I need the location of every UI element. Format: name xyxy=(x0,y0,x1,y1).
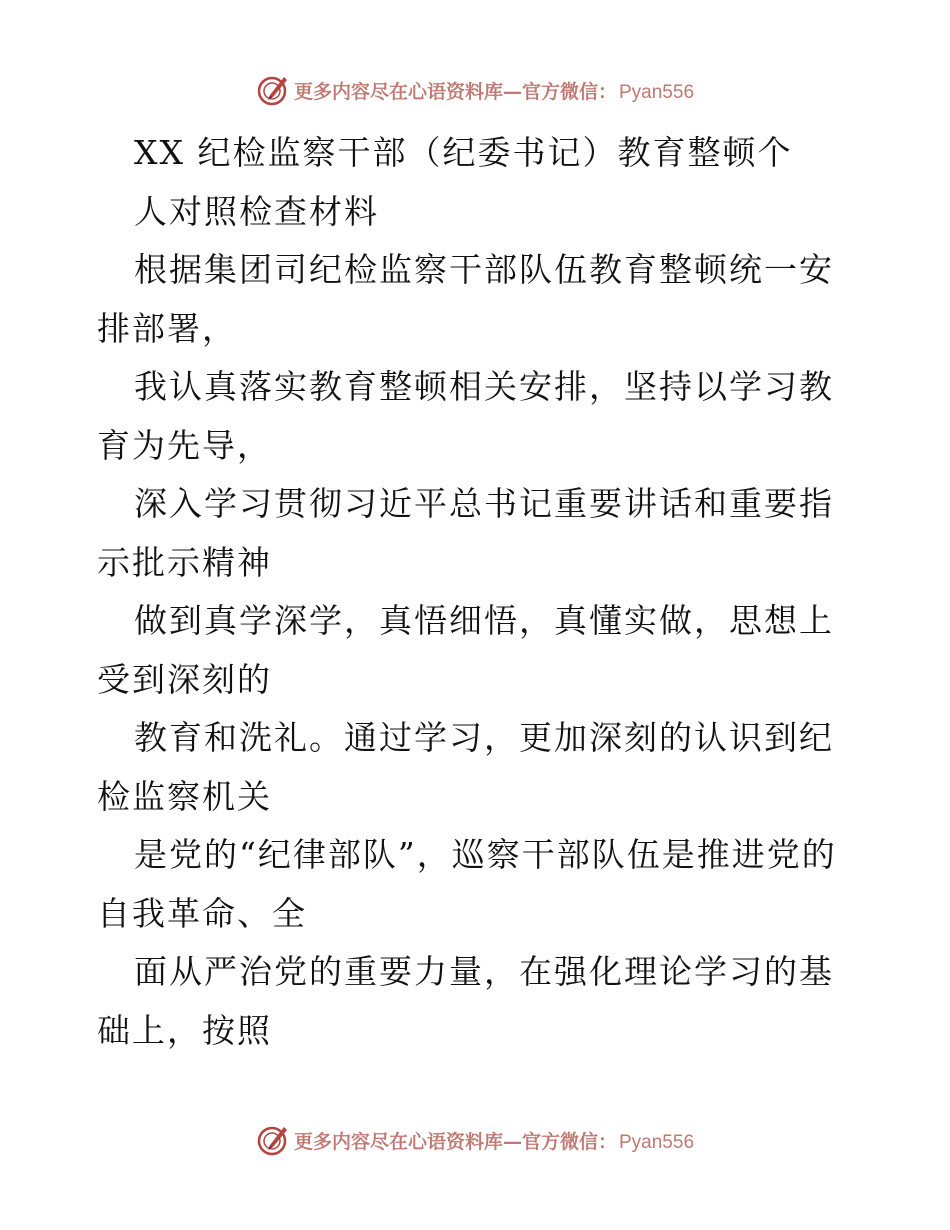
paragraph-2: 我认真落实教育整顿相关安排，坚持以学习教育为先导， xyxy=(97,367,834,465)
header-banner xyxy=(0,70,950,110)
banner-slogan: 更多内容尽在心语资料库—官方微信： xyxy=(293,1130,617,1153)
paragraph-6: 是党的“纪律部队”，巡察干部队伍是推进党的自我革命、全 xyxy=(97,835,837,933)
document-title-line-2: 人对照检查材料 xyxy=(134,191,379,231)
pen-nib-logo-icon xyxy=(256,1123,290,1157)
wechat-id: Pyan556 xyxy=(619,81,695,103)
paragraph-3: 深入学习贯彻习近平总书记重要讲话和重要指示批示精神 xyxy=(97,484,834,582)
paragraph-7: 面从严治党的重要力量，在强化理论学习的基础上，按照 xyxy=(97,952,834,1050)
document-body xyxy=(97,124,857,1060)
pen-nib-logo-icon xyxy=(256,73,290,107)
wechat-id: Pyan556 xyxy=(619,1131,695,1153)
footer-banner xyxy=(0,1120,950,1160)
document-title-line-1: XX 纪检监察干部（纪委书记）教育整顿个 xyxy=(134,133,793,172)
banner-slogan: 更多内容尽在心语资料库—官方微信： xyxy=(293,80,617,103)
paragraph-1: 根据集团司纪检监察干部队伍教育整顿统一安排部署， xyxy=(97,250,834,348)
paragraph-4: 做到真学深学，真悟细悟，真懂实做，思想上受到深刻的 xyxy=(97,601,834,699)
banner-text xyxy=(294,1127,694,1154)
paragraph-5: 教育和洗礼。通过学习，更加深刻的认识到纪检监察机关 xyxy=(97,718,834,816)
banner-text xyxy=(294,77,694,104)
